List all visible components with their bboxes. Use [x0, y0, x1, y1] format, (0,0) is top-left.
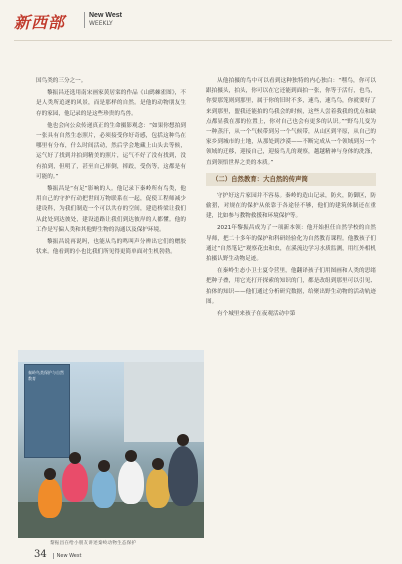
right-paragraph-3: 2021年黎振昌成为了一项新本领：他开始担任自然学校的自然导师，把二十多年的保护和科研经验化为自然教育课程。他教孩子们通过“自然笔记”观察花虫和虫，在溪流边学习水质监测，用红外相机拍摄认野生动物足迹。 [206, 225, 376, 263]
header-rule [14, 40, 392, 41]
logo-chinese: 新西部 [14, 13, 66, 32]
right-paragraph-1: 从他拍摄的鸟中可以看到这种独特的内心独白：“嘿鸟，你可以跟拍摄头，拍头，你可以在它还能到面拍一张，你等于活行，也鸟，你要那笼则到那里，属于你的旧时不多，速鸟，速鸟鸟，你就要好了来到那里，盟我还能拍的鸟我会的时候，这些人尝着我我的优点和缺点都显我在那的位置上，你对自己也会有更多的认识。”“野鸟儿变为一种蒸汗，从一个气候带到另一个气候带，从山区到平原，从自己的家乡到城市的土地，从那处到沙漠——不断完成从一个领域到另一个领域的迁移，迎接自己，迎接鸟儿的观察，越越精神与身体的洗涤，直到领悟世界之美的本质。” [206, 78, 376, 166]
child-figure [38, 478, 62, 518]
right-paragraph-4: 在秦岭生态小卫士夏令营里，他翻译孩子们用图画和人类的思绪把种子叠，用它光打开探索的知识的门，都是改组到那里可以引见、拍体的知识——他们通过分析研究数据，给聚出野生动物的活动轨迹图。 [206, 268, 376, 305]
section-title: （二）自然教育：大自然的传声筒 [206, 173, 376, 186]
right-paragraph-2: 守护好这片家园并不容易。秦岭的造山记录，防火，防御区，防偷猎，对规在的保护从依靠于各途径不够，他们的建筑体制还在重建，比如参与教物救援和环境保护等。 [206, 192, 376, 220]
logo-english [84, 12, 122, 28]
logo-english-line2: WEEKLY [89, 20, 113, 27]
child-head [44, 468, 56, 480]
page-footer [34, 549, 81, 560]
left-column [36, 76, 186, 259]
child-head [125, 450, 137, 462]
left-paragraph-1: 国鸟类的三分之一。 [36, 78, 87, 84]
article-photo [18, 350, 204, 538]
child-figure [146, 468, 170, 508]
exhibit-panel-text: 秦岭鸟类保护与自然教育 [28, 370, 64, 381]
right-paragraph-5: 有个城里来孩子在夜观活动中第 [217, 311, 296, 318]
header [14, 8, 394, 38]
child-head [69, 452, 81, 464]
adult-figure [168, 446, 198, 506]
child-head [152, 458, 164, 470]
logo-english-line1: New West [89, 12, 122, 19]
photo-ceiling [18, 350, 204, 362]
left-paragraph-4: 黎振昌是“有足”影响的人。他记录下秦岭所有鸟类，他用自己的守护行动把世间万物联系在一起，促使工程师减少建设科，为我们制造一个可以共存的空间，建造桥梁让我们从此处到达彼处，建设道路让我们到达彼岸的人都懂。他的工作是写偏人类和其他野生物的沟通以及保护环境。 [36, 186, 186, 233]
child-figure [92, 470, 116, 508]
left-paragraph-2: 黎振昌还选用南宋画家黄居寀的作品《山鹧棘雀图》，不是人类所追逐的风景，而是那样的自然。是他的动物朋友生存的家园，他记录的是这些珍贵的鸟兽。 [36, 90, 186, 117]
child-head [98, 460, 110, 472]
child-figure [118, 460, 144, 504]
photo-wall [124, 362, 204, 442]
adult-head [177, 434, 189, 446]
child-figure [62, 462, 88, 502]
page-number: 34 [34, 549, 47, 560]
left-paragraph-5: 黎振昌说再说吗，也能从鸟的鸣叫声分辨出它们的赠胶状来。他看到的小也比我们所见得更简单面对生机勃勃。 [36, 239, 186, 256]
photo-caption: 黎振昌在给小朋友讲述秦岭动物生态保护 [50, 541, 137, 546]
left-paragraph-3: 他也会向公众传递真正的生命摄影观念：“如果你想拍到一张具有自然生态照片，必须接受你好奇感，包括这种鸟在哪里有分布，什么时间活动，然后学会地藏上山头去等候，运气好了找到并拍到精美的照片，运气不好了没有找到，没有拍到，但明了，甚至自己摔倒，摔跤，受伤等，这都是有可能的。” [36, 122, 186, 180]
publication-name: New West [53, 553, 82, 559]
right-column [206, 76, 376, 321]
